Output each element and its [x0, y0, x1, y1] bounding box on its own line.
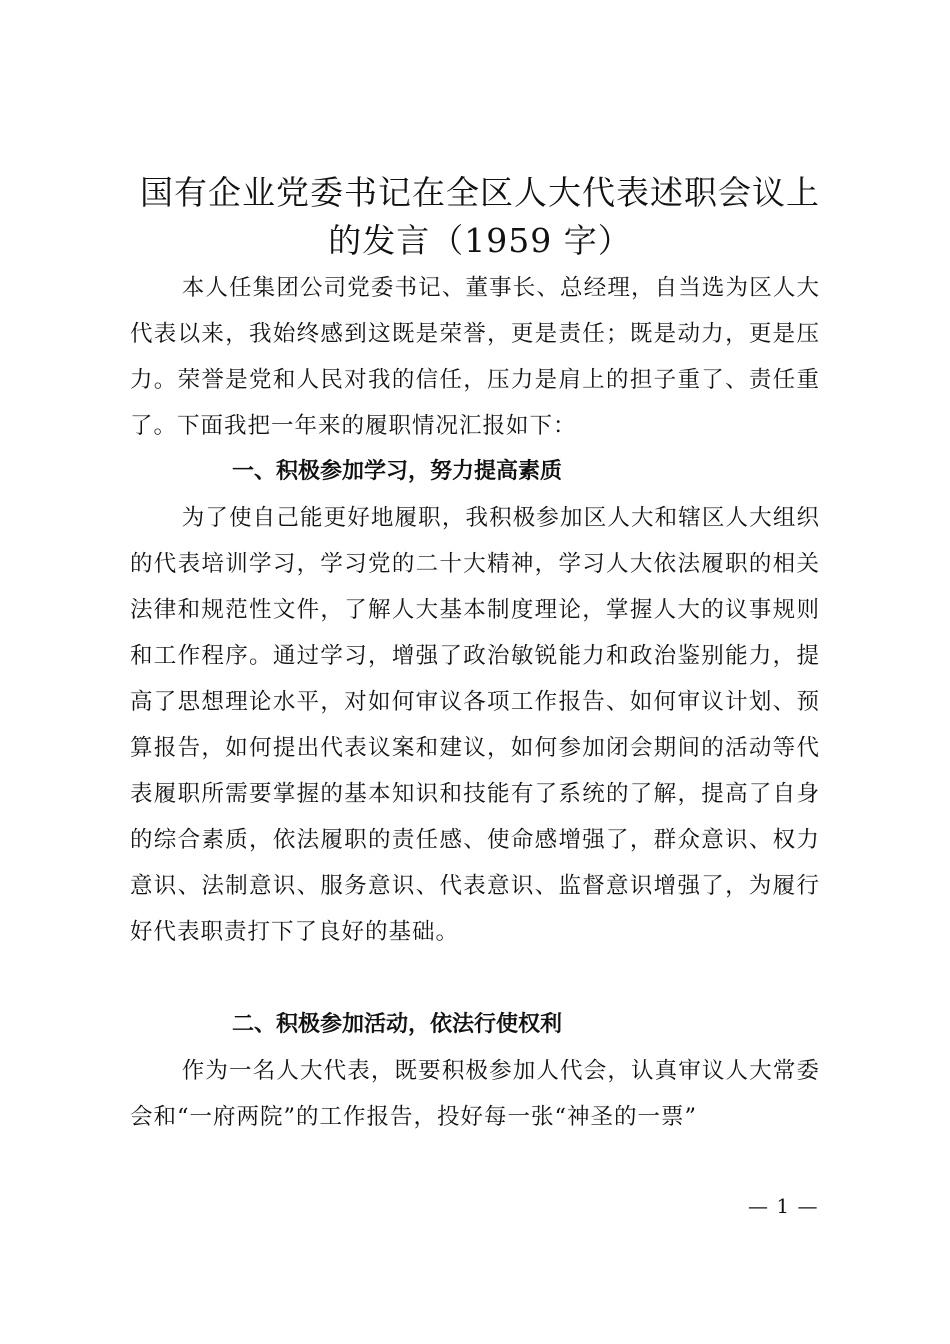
section-2-paragraph: 作为一名人大代表，既要积极参加人代会，认真审议人大常委会和“一府两院”的工作报告，投好每一张“神圣的一票” — [130, 1058, 820, 1130]
intro-paragraph: 本人任集团公司党委书记、董事长、总经理，自当选为区人大代表以来，我始终感到这既是荣誉，更是责任；既是动力，更是压力。荣誉是党和人民对我的信任，压力是肩上的担子重了、责任重了。下面我把一年来的履职情况汇报如下： — [130, 275, 820, 439]
page-number: — 1 — — [748, 1194, 819, 1218]
document-title-line-2: 的发言（1959 字） — [328, 221, 632, 260]
document-title-line-1: 国有企业党委书记在全区人大代表述职会议上 — [140, 173, 820, 212]
section-heading-1: 一、积极参加学习，努力提高素质 — [232, 459, 563, 484]
section-1-paragraph: 为了使自己能更好地履职，我积极参加区人大和辖区人大组织的代表培训学习，学习党的二十大精神，学习人大依法履职的相关法律和规范性文件，了解人大基本制度理论，掌握人大的议事规则和工作程序。通过学习，增强了政治敏锐能力和政治鉴别能力，提高了思想理论水平，对如何审议各项工作报告、如何审议计划、预算报告，如何提出代表议案和建议，如何参加闭会期间的活动等代表履职所需要掌握的基本知识和技能有了系统的了解，提高了自身的综合素质，依法履职的责任感、使命感增强了，群众意识、权力意识、法制意识、服务意识、代表意识、监督意识增强了，为履行好代表职责打下了良好的基础。 — [130, 505, 820, 945]
section-heading-2: 二、积极参加活动，依法行使权利 — [232, 1012, 563, 1037]
